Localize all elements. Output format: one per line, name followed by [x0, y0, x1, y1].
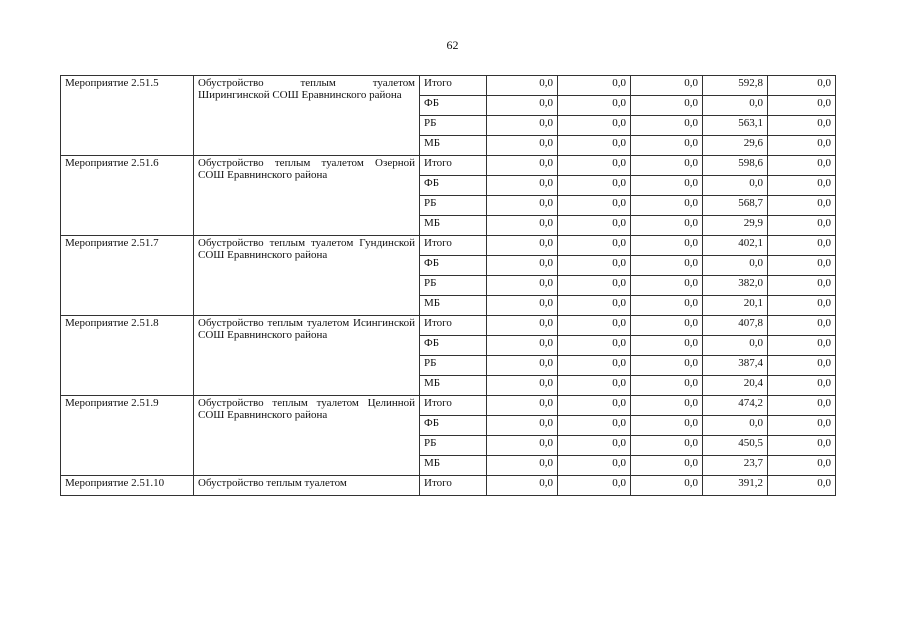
amount-cell: 0,0 — [487, 336, 558, 356]
funding-source: Итого — [420, 476, 487, 496]
amount-cell: 0,0 — [631, 136, 703, 156]
amount-cell: 0,0 — [487, 196, 558, 216]
amount-cell: 0,0 — [558, 236, 631, 256]
amount-cell: 0,0 — [487, 416, 558, 436]
funding-source: Итого — [420, 396, 487, 416]
funding-source: Итого — [420, 236, 487, 256]
funding-source: МБ — [420, 136, 487, 156]
amount-cell: 0,0 — [703, 336, 768, 356]
amount-cell: 0,0 — [487, 136, 558, 156]
measure-description: Обустройство теплым туалетом Целинной СОШ Еравнинского района — [194, 396, 420, 476]
amount-cell: 0,0 — [631, 276, 703, 296]
amount-cell: 0,0 — [703, 416, 768, 436]
amount-cell: 0,0 — [768, 416, 836, 436]
amount-cell: 0,0 — [768, 256, 836, 276]
amount-cell: 0,0 — [487, 316, 558, 336]
amount-cell: 0,0 — [558, 356, 631, 376]
amount-cell: 0,0 — [631, 96, 703, 116]
amount-cell: 0,0 — [768, 76, 836, 96]
funding-source: ФБ — [420, 96, 487, 116]
amount-cell: 0,0 — [487, 296, 558, 316]
funding-source: Итого — [420, 156, 487, 176]
amount-cell: 0,0 — [487, 256, 558, 276]
amount-cell: 450,5 — [703, 436, 768, 456]
amount-cell: 0,0 — [558, 96, 631, 116]
amount-cell: 0,0 — [558, 136, 631, 156]
amount-cell: 0,0 — [487, 476, 558, 496]
funding-source: Итого — [420, 76, 487, 96]
amount-cell: 0,0 — [631, 456, 703, 476]
amount-cell: 0,0 — [487, 116, 558, 136]
amount-cell: 0,0 — [487, 96, 558, 116]
amount-cell: 0,0 — [631, 76, 703, 96]
amount-cell: 0,0 — [487, 156, 558, 176]
amount-cell: 0,0 — [558, 416, 631, 436]
funding-source: МБ — [420, 456, 487, 476]
amount-cell: 0,0 — [487, 396, 558, 416]
funding-table — [60, 75, 836, 496]
measure-description: Обустройство теплым туалетом — [194, 476, 420, 496]
amount-cell: 0,0 — [631, 216, 703, 236]
amount-cell: 0,0 — [631, 376, 703, 396]
funding-source: МБ — [420, 216, 487, 236]
measure-name: Мероприятие 2.51.9 — [61, 396, 194, 476]
amount-cell: 0,0 — [703, 256, 768, 276]
amount-cell: 0,0 — [487, 356, 558, 376]
amount-cell: 29,9 — [703, 216, 768, 236]
table-body — [61, 76, 836, 496]
table-row — [61, 476, 836, 496]
amount-cell: 0,0 — [768, 476, 836, 496]
funding-source: РБ — [420, 436, 487, 456]
amount-cell: 391,2 — [703, 476, 768, 496]
amount-cell: 0,0 — [768, 376, 836, 396]
page-number: 62 — [446, 38, 459, 52]
funding-source: ФБ — [420, 416, 487, 436]
funding-source: МБ — [420, 296, 487, 316]
funding-source: ФБ — [420, 256, 487, 276]
measure-description: Обустройство теплым туалетом Гундинской СОШ Еравнинского района — [194, 236, 420, 316]
amount-cell: 0,0 — [631, 176, 703, 196]
funding-source: РБ — [420, 196, 487, 216]
amount-cell: 0,0 — [768, 236, 836, 256]
table-row — [61, 236, 836, 256]
amount-cell: 474,2 — [703, 396, 768, 416]
amount-cell: 592,8 — [703, 76, 768, 96]
amount-cell: 0,0 — [631, 116, 703, 136]
amount-cell: 0,0 — [768, 116, 836, 136]
amount-cell: 0,0 — [487, 236, 558, 256]
amount-cell: 0,0 — [768, 136, 836, 156]
measure-name: Мероприятие 2.51.7 — [61, 236, 194, 316]
amount-cell: 0,0 — [768, 296, 836, 316]
table-row — [61, 316, 836, 336]
table-row — [61, 396, 836, 416]
amount-cell: 0,0 — [631, 296, 703, 316]
amount-cell: 0,0 — [768, 276, 836, 296]
amount-cell: 598,6 — [703, 156, 768, 176]
measure-description: Обустройство теплым туалетом Ширингинской СОШ Еравнинского района — [194, 76, 420, 156]
amount-cell: 0,0 — [487, 456, 558, 476]
amount-cell: 0,0 — [768, 336, 836, 356]
amount-cell: 407,8 — [703, 316, 768, 336]
amount-cell: 0,0 — [703, 176, 768, 196]
amount-cell: 0,0 — [487, 176, 558, 196]
amount-cell: 0,0 — [631, 256, 703, 276]
amount-cell: 382,0 — [703, 276, 768, 296]
amount-cell: 0,0 — [558, 396, 631, 416]
amount-cell: 0,0 — [768, 156, 836, 176]
amount-cell: 20,4 — [703, 376, 768, 396]
measure-name: Мероприятие 2.51.8 — [61, 316, 194, 396]
amount-cell: 0,0 — [631, 416, 703, 436]
amount-cell: 402,1 — [703, 236, 768, 256]
amount-cell: 568,7 — [703, 196, 768, 216]
amount-cell: 0,0 — [558, 336, 631, 356]
amount-cell: 0,0 — [558, 116, 631, 136]
amount-cell: 0,0 — [631, 196, 703, 216]
amount-cell: 0,0 — [487, 376, 558, 396]
amount-cell: 0,0 — [558, 316, 631, 336]
funding-source: РБ — [420, 116, 487, 136]
amount-cell: 0,0 — [487, 76, 558, 96]
amount-cell: 0,0 — [631, 336, 703, 356]
amount-cell: 0,0 — [558, 216, 631, 236]
amount-cell: 29,6 — [703, 136, 768, 156]
amount-cell: 0,0 — [558, 376, 631, 396]
amount-cell: 0,0 — [487, 216, 558, 236]
amount-cell: 563,1 — [703, 116, 768, 136]
amount-cell: 0,0 — [768, 96, 836, 116]
amount-cell: 0,0 — [631, 436, 703, 456]
amount-cell: 0,0 — [768, 316, 836, 336]
funding-source: РБ — [420, 276, 487, 296]
amount-cell: 23,7 — [703, 456, 768, 476]
amount-cell: 0,0 — [768, 176, 836, 196]
amount-cell: 0,0 — [631, 316, 703, 336]
measure-name: Мероприятие 2.51.10 — [61, 476, 194, 496]
amount-cell: 0,0 — [768, 396, 836, 416]
amount-cell: 0,0 — [703, 96, 768, 116]
amount-cell: 0,0 — [631, 156, 703, 176]
measure-description: Обустройство теплым туалетом Озерной СОШ Еравнинского района — [194, 156, 420, 236]
measure-description: Обустройство теплым туалетом Исингинской СОШ Еравнинского района — [194, 316, 420, 396]
amount-cell: 0,0 — [558, 76, 631, 96]
amount-cell: 0,0 — [631, 476, 703, 496]
amount-cell: 0,0 — [768, 456, 836, 476]
amount-cell: 0,0 — [558, 296, 631, 316]
funding-source: Итого — [420, 316, 487, 336]
measure-name: Мероприятие 2.51.5 — [61, 76, 194, 156]
amount-cell: 0,0 — [631, 396, 703, 416]
amount-cell: 0,0 — [558, 196, 631, 216]
amount-cell: 20,1 — [703, 296, 768, 316]
amount-cell: 0,0 — [631, 356, 703, 376]
amount-cell: 0,0 — [487, 436, 558, 456]
amount-cell: 0,0 — [768, 216, 836, 236]
amount-cell: 0,0 — [768, 196, 836, 216]
measure-name: Мероприятие 2.51.6 — [61, 156, 194, 236]
amount-cell: 0,0 — [768, 436, 836, 456]
amount-cell: 0,0 — [558, 276, 631, 296]
table-row — [61, 76, 836, 96]
amount-cell: 0,0 — [631, 236, 703, 256]
table-row — [61, 156, 836, 176]
amount-cell: 0,0 — [558, 476, 631, 496]
amount-cell: 387,4 — [703, 356, 768, 376]
amount-cell: 0,0 — [487, 276, 558, 296]
funding-source: РБ — [420, 356, 487, 376]
funding-source: ФБ — [420, 176, 487, 196]
amount-cell: 0,0 — [558, 436, 631, 456]
funding-source: МБ — [420, 376, 487, 396]
amount-cell: 0,0 — [558, 256, 631, 276]
amount-cell: 0,0 — [558, 156, 631, 176]
amount-cell: 0,0 — [558, 456, 631, 476]
funding-source: ФБ — [420, 336, 487, 356]
amount-cell: 0,0 — [558, 176, 631, 196]
amount-cell: 0,0 — [768, 356, 836, 376]
